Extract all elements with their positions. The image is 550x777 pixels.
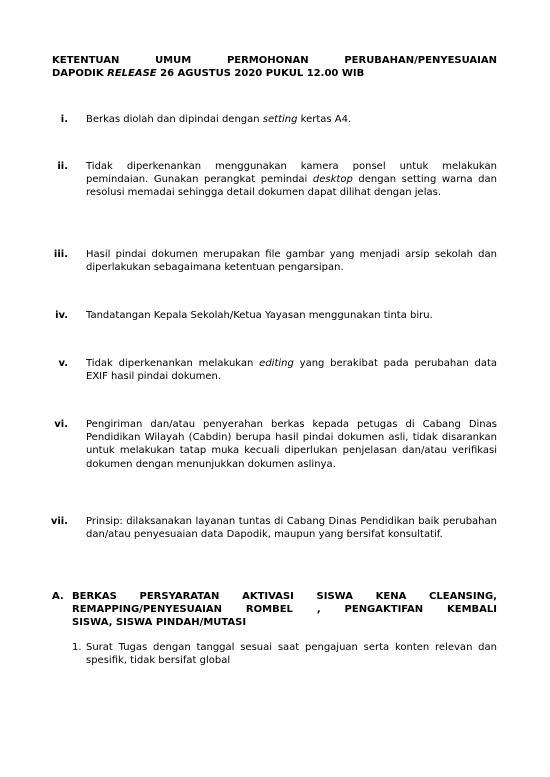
rule-text <box>86 248 497 274</box>
title-emphasis: RELEASE <box>107 68 157 79</box>
rule-number: i. <box>60 114 68 125</box>
section-letter: A. <box>52 591 64 602</box>
sub-item-text: Surat Tugas dengan tanggal sesuai saat pengajuan serta konten relevan dan spesifik, tidak bersifat global <box>86 642 497 667</box>
section-word: ROMBEL <box>245 604 293 615</box>
rule-text <box>86 515 497 541</box>
rule-text-part: yang berakibat pada perubahan data EXIF hasil pindai dokumen. <box>86 358 497 383</box>
title-text: DAPODIK <box>52 68 108 79</box>
title-line-1 <box>52 54 497 67</box>
rule-emphasis: desktop <box>312 174 353 186</box>
title-word: KETENTUAN <box>52 55 120 66</box>
title-text: 26 AGUSTUS 2020 PUKUL 12.00 WIB <box>156 68 365 79</box>
section-word: PERSYARATAN <box>139 591 220 602</box>
rule-text <box>86 418 497 471</box>
rule-text-part: kertas A4. <box>297 114 352 125</box>
rule-emphasis: editing <box>259 358 294 369</box>
title-line-2 <box>52 67 497 80</box>
rule-text-part: dengan setting warna dan resolusi memadai sehingga detail dokumen dapat dilihat dengan jelas. <box>86 174 497 199</box>
rule-text <box>86 113 497 126</box>
rule-text-part: Prinsip: dilaksanakan layanan tuntas di Cabang Dinas Pendidikan baik perubahan dan/atau penyesuaian data Dapodik, maupun yang bersifat konsultatif. <box>86 516 497 541</box>
section-word: , <box>316 604 321 615</box>
rule-text-part: Tidak diperkenankan melakukan <box>86 358 260 369</box>
title-word: UMUM <box>155 55 192 66</box>
rule-text-part: Tidak diperkenankan menggunakan kamera ponsel untuk melakukan pemindaian. Gunakan perangkat pemindai <box>86 161 497 186</box>
section-word: SISWA <box>316 591 353 602</box>
rule-number: iii. <box>53 249 68 260</box>
rule-number: v. <box>58 358 68 369</box>
rule-text-part: Hasil pindai dokumen merupakan file gambar yang menjadi arsip sekolah dan diperlakukan sebagaimana ketentuan pengarsipan. <box>86 249 497 274</box>
section-word: AKTIVASI <box>242 591 294 602</box>
section-word: KENA <box>375 591 407 602</box>
rule-text <box>86 309 497 322</box>
section-word: CLEANSING, <box>429 591 497 602</box>
document-title <box>52 54 497 80</box>
section-title <box>72 590 497 629</box>
section-title-line: SISWA, SISWA PINDAH/MUTASI <box>72 617 247 628</box>
section-word: REMAPPING/PENYESUAIAN <box>72 604 223 615</box>
rule-text <box>86 160 497 200</box>
rule-text <box>86 357 497 383</box>
section-title-line <box>72 603 497 616</box>
section-title-line <box>72 590 497 603</box>
section-word: BERKAS <box>72 591 117 602</box>
rule-text-part: Pengiriman dan/atau penyerahan berkas kepada petugas di Cabang Dinas Pendidikan Wilayah (Cabdin) berupa hasil pindai dokumen asli, tidak disarankan untuk melakukan tatap muka kecuali diperlukan penjelasan dan/atau verifikasi dokumen dengan menunjukkan dokumen aslinya. <box>86 419 497 470</box>
section-word: KEMBALI <box>447 604 497 615</box>
section-word: PENGAKTIFAN <box>344 604 424 615</box>
rule-text-part: Berkas diolah dan dipindai dengan <box>86 114 263 125</box>
rule-number: vii. <box>50 516 68 527</box>
rule-number: iv. <box>55 310 68 321</box>
title-word: PERUBAHAN/PENYESUAIAN <box>344 55 497 66</box>
rule-text-part: Tandatangan Kepala Sekolah/Ketua Yayasan menggunakan tinta biru. <box>86 310 433 321</box>
rule-number: vi. <box>54 419 68 430</box>
sub-item-number: 1. <box>72 642 82 653</box>
rule-number: ii. <box>57 161 68 172</box>
rule-emphasis: setting <box>262 114 298 125</box>
title-word: PERMOHONAN <box>226 55 309 66</box>
